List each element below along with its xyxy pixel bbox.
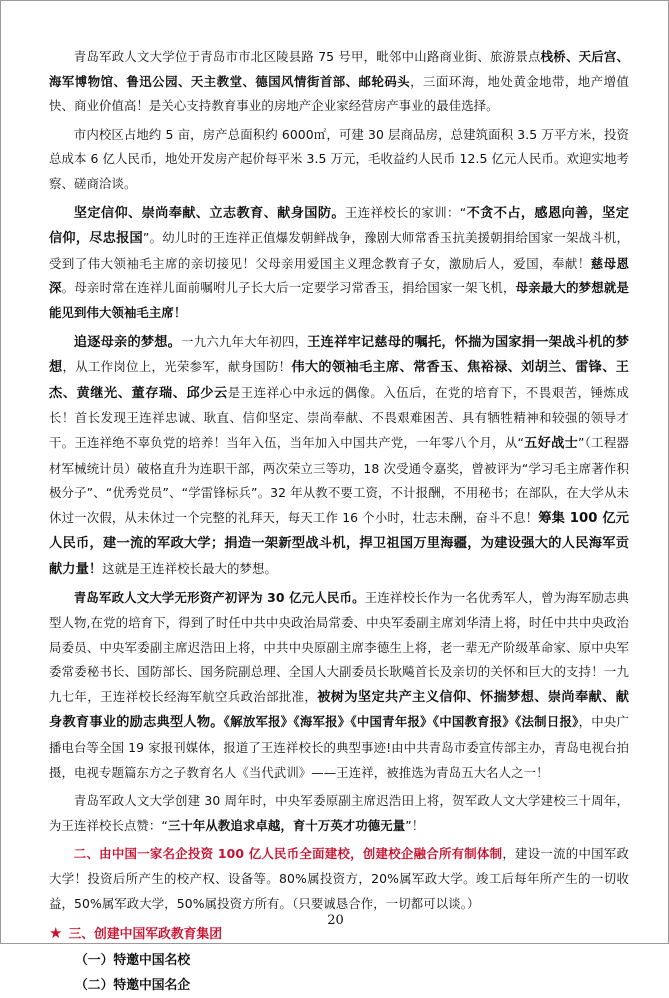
text-span: 一九六九年大年初四， <box>181 333 308 349</box>
bold-span: 被树为坚定共产主义信仰、怀揣梦想、崇尚奉献、献身教育事业的励志典型人物。 <box>49 689 629 731</box>
text-span: ，三面环海，地处黄金地带，地产增值快、商业价值高！是关心支持教育事业的房地产企业家经营房产事业的最佳选择。 <box>49 73 629 114</box>
text-span: 这就是王连祥校长最大的梦想。 <box>102 560 278 576</box>
bold-heading-span: 坚定信仰、崇尚奉献、立志教育、献身国防。 <box>73 205 345 221</box>
subheading-famous-schools: （一）特邀中国名校 <box>75 953 191 969</box>
text-span: 是王连祥心中永远的偶像。入伍后，在党的培育下，不畏艰苦，锤炼成长！首长发现王连祥忠诚、耿直、信仰坚定、崇尚奉献、不畏艰难困苦、具有牺牲精神和较强的领导才干。王连祥绝不辜负党的培养！当年入伍，当年加入中国共产党，一年零八个月，从“ <box>49 384 629 450</box>
text-span: ，从工作岗位上，光荣参军，献身国防！ <box>62 359 292 375</box>
bold-landmarks: 栈桥、天后宫、海军博物馆、鲁迅公园、天主教堂、德国风情街首部、邮轮码头 <box>49 49 630 89</box>
bold-quote: 三十年从教追求卓越，育十万英才功德无量 <box>167 817 406 833</box>
paragraph-anniversary <box>49 789 629 838</box>
paragraph-family-motto <box>49 201 629 326</box>
paragraph-property: 市内校区占地约 5 亩，房产总面积约 6000㎡，可建 30 层商品房，总建筑面积 3.5 万平方米，投资总成本 6 亿人民币，地处开发房产起价每平米 3.5 万元，毛收益约人民币 12.5 亿元人民币。欢迎实地考察、磋商洽谈。 <box>49 126 629 191</box>
paragraph-investment <box>49 842 629 916</box>
bold-span: 五好战士 <box>524 435 579 451</box>
subheading-famous-enterprises: （二）特邀中国名企 <box>75 978 191 994</box>
paragraph-dream <box>49 330 629 583</box>
paragraph-intangible-assets <box>49 586 629 785</box>
bold-heading-span: 追逐母亲的梦想。 <box>73 334 182 350</box>
bold-span: 母亲最大的梦想就是能见到伟大领袖毛主席！ <box>49 280 630 320</box>
bold-heading-span: 青岛军政人文大学无形资产初评为 30 亿元人民币。 <box>73 590 365 606</box>
text-span: 王连祥校长的家训：“ <box>344 204 467 220</box>
bold-idols: 伟大的领袖毛主席、常香玉、焦裕禄、刘胡兰、雷锋、王杰、黄继光、董存瑞、邱少云 <box>49 360 629 401</box>
section-title: 三、创建中国军政教育集团 <box>68 927 223 943</box>
red-heading-span: 二、由中国一家名企投资 100 亿人民币全面建校，创建校企融合所有制体制 <box>73 846 503 862</box>
text-span: 王连祥校长作为一名优秀军人，曾为海军励志典型人物,在党的培育下，得到了时任中共中央政治局常委、中央军委副主席刘华清上将，时任中共中央政治局委员、中央军委副主席迟浩田上将，中共中央原副主席李德生上将，老一辈无产阶级革命家、原中央军委常委秘书长、国防部长、国务院副总理、全国人大副委员长耿飚首长及亲切的关怀和巨大的支持！一九九七年，王连祥校长经海军航空兵政治部批准， <box>49 590 629 704</box>
paragraph-location <box>49 45 629 119</box>
text-span: 青岛军政人文大学创建 30 周年时，中央军委原副主席迟浩田上将，贺军政人文大学建校三十周年，为王连祥校长点赞：“ <box>49 793 629 833</box>
text-span: 。母亲时常在连祥儿面前嘱咐儿子长大后一定要学习常香玉，捐给国家一架飞机， <box>61 280 516 296</box>
text-span: 青岛军政人文大学位于青岛市市北区陵县路 75 号甲，毗邻中山路商业街、旅游景点 <box>73 49 541 64</box>
bold-span: 筹集 100 亿元人民币，建一流的军政大学；捐造一架新型战斗机，捍卫祖国万里海疆，为建设强大的人民海军贡献力量！ <box>49 510 629 577</box>
bold-newspapers: 《解放军报》《海军报》《中国青年报》《中国教育报》《法制日报》 <box>223 714 579 730</box>
page-content <box>49 45 629 998</box>
bold-span: 慈母恩深 <box>49 255 629 296</box>
text-span: ，中央广播电台等全国 19 家报刊媒体，报道了王连祥校长的典型事迹!由中共青岛市委宣传部主办，青岛电视台拍摄，电视专题篇东方之子教育名人《当代武训》——王连祥，被推选为青岛五大名人之一！ <box>49 714 629 780</box>
bold-motto: 不贪不占，感恩向善，坚定信仰，尽忠报国 <box>49 205 630 247</box>
text-span: ”（工程器材军械统计员）破格直升为连职干部，两次荣立三等功，18 次受通令嘉奖，曾被评为“学习毛主席著作积极分子”、“优秀党员”、“学雷锋标兵”。32 年从教不要工资，不计报酬，不用秘书；在部队，在大学从未休过一次假，从未休过一个完整的礼拜天，每天工作 16 个小时，壮志未酬，奋斗不息！ <box>49 434 629 525</box>
star-icon: ★ <box>49 924 63 943</box>
text-span: ”！ <box>405 817 425 833</box>
page-number: 20 <box>327 913 344 928</box>
text-span: ，建设一流的中国军政大学！投资后所产生的校产权、设备等。80%属投资方，20%属军政大学。竣工后每年所产生的一切收益，50%属军政大学，50%属投资方所有。（只要诚恳合作，一切都可以谈。） <box>49 846 629 911</box>
text-span: ”。幼儿时的王连祥正值爆发朝鲜战争，豫剧大师常香玉抗美援朝捐给国家一架战斗机，受到了伟大领袖毛主席的亲切接见！父母亲用爱国主义理念教育子女，激励后人，爱国，奉献！ <box>49 230 629 271</box>
bold-span: 王连祥牢记慈母的嘱托，怀揣为国家捐一架战斗机的梦想 <box>49 334 629 376</box>
